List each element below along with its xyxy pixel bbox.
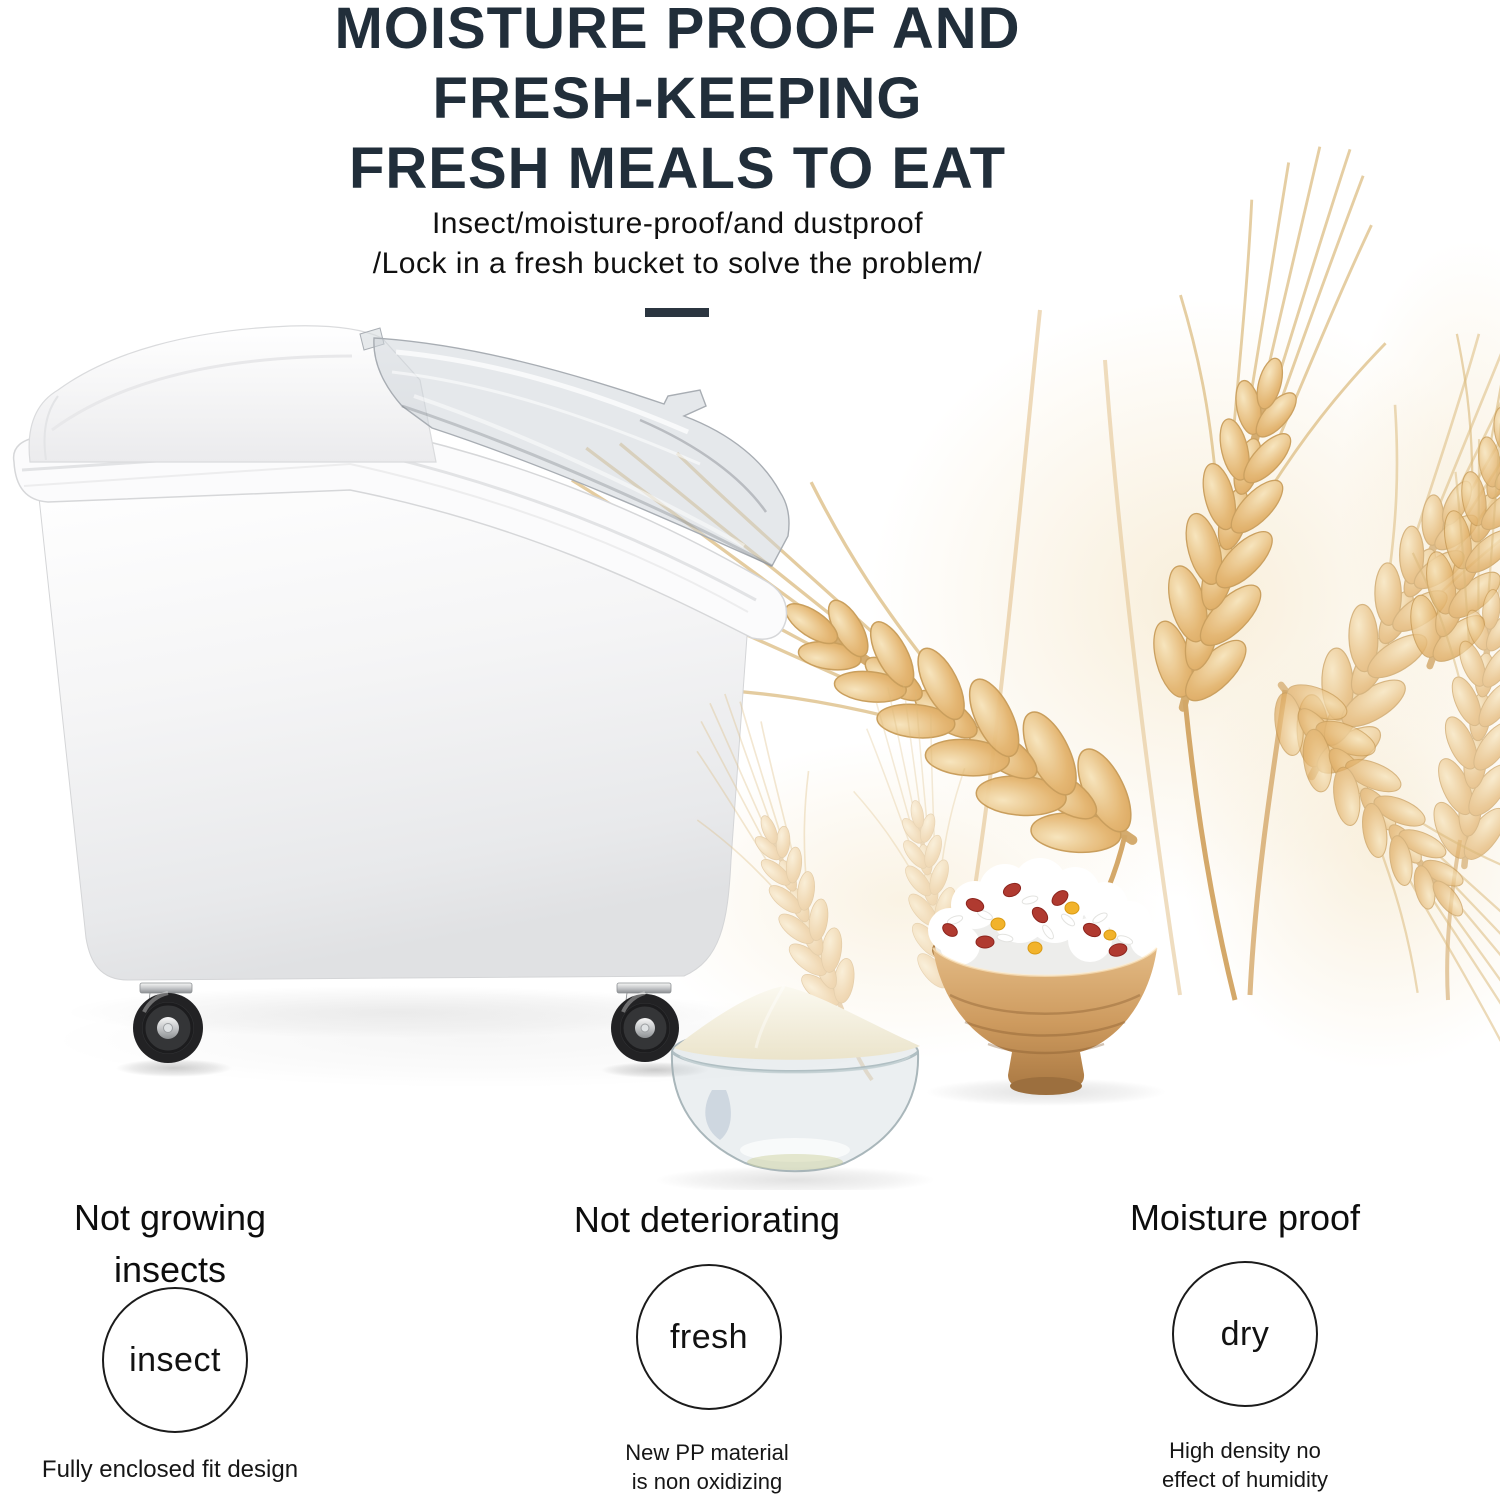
title-line-3: FRESH MEALS TO EAT: [348, 136, 1007, 201]
feature-circle-insect-label: insect: [129, 1340, 221, 1379]
feature-caption-moisture-line-1: High density no: [1169, 1438, 1321, 1463]
feature-caption-insects: [0, 1455, 340, 1485]
feature-heading-insects: [0, 1192, 340, 1296]
page-title: [0, 0, 1355, 204]
feature-heading-deteriorating-line-1: Not deteriorating: [573, 1199, 841, 1240]
subtitle-line-2: /Lock in a fresh bucket to solve the problem/: [372, 247, 983, 280]
feature-caption-moisture: [1075, 1436, 1415, 1494]
feature-caption-deteriorating-line-2: is non oxidizing: [631, 1469, 783, 1494]
feature-circle-fresh-label: fresh: [669, 1317, 749, 1356]
feature-heading-deteriorating: [537, 1194, 877, 1246]
feature-circle-dry: [1172, 1261, 1318, 1407]
feature-circle-insect: [102, 1287, 248, 1433]
subtitle-line-1: Insect/moisture-proof/and dustproof: [431, 207, 924, 240]
storage-bin-illustration: [14, 326, 789, 1078]
feature-heading-insects-line-2: insects: [113, 1249, 227, 1290]
feature-caption-moisture-line-2: effect of humidity: [1162, 1467, 1328, 1492]
feature-circle-dry-label: dry: [1220, 1314, 1270, 1353]
feature-caption-deteriorating-line-1: New PP material: [625, 1440, 789, 1465]
feature-caption-insects-line-1: Fully enclosed fit design: [41, 1456, 299, 1483]
page-subtitle: [0, 204, 1355, 284]
feature-heading-moisture: [1075, 1192, 1415, 1244]
title-divider-dash: [645, 308, 709, 317]
feature-circle-fresh: [636, 1264, 782, 1410]
feature-heading-insects-line-1: Not growing: [73, 1197, 267, 1238]
feature-caption-deteriorating: [537, 1438, 877, 1494]
title-line-1: MOISTURE PROOF AND: [334, 0, 1021, 61]
feature-heading-moisture-line-1: Moisture proof: [1129, 1197, 1361, 1238]
title-line-2: FRESH-KEEPING: [432, 66, 923, 131]
